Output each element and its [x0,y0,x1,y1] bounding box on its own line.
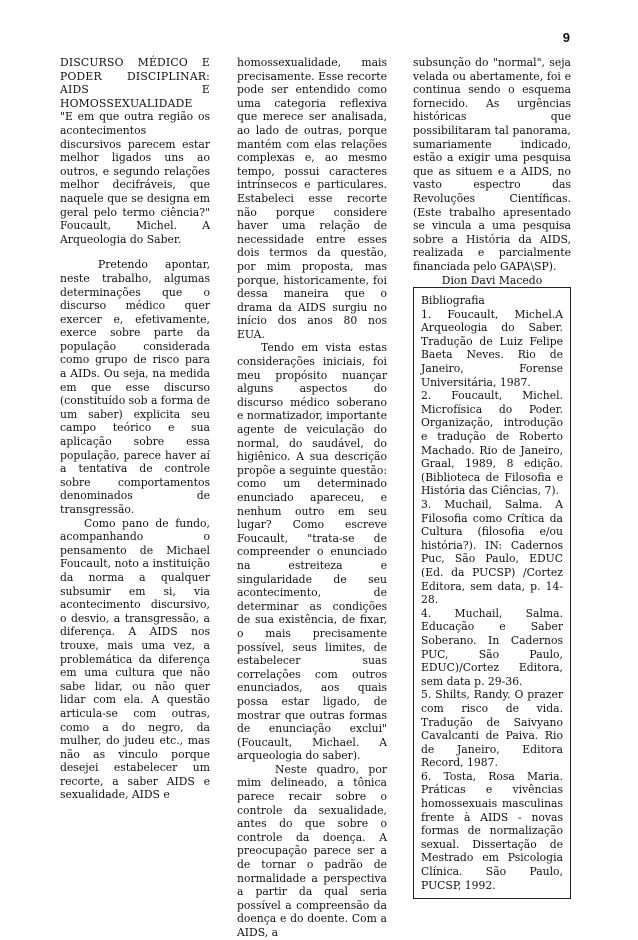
bibliography-item: 1. Foucault, Michel.A Arqueologia do Saber. Tradução de Luiz Felipe Baeta Neves. Rio de Janeiro, Forense Universitária, 1987. [421,307,563,389]
bibliography-item: 4. Muchail, Salma. Educação e Saber Soberano. In Cadernos PUC, São Paulo, EDUC)/Cortez Editora, sem data p. 29-36. [421,606,563,688]
column-right [413,56,571,899]
bibliography-item: 6. Tosta, Rosa Maria. Práticas e vivências homossexuais masculinas frente à AIDS - novas formas de normalização sexual. Dissertação de Mestrado em Psicologia Clínica. São Paulo, PUCSP, 1992. [421,769,563,892]
spacer [60,246,210,258]
article-title: DISCURSO MÉDICO E PODER DISCIPLINAR: AIDS E HOMOSSEXUALIDADE [60,56,210,110]
paragraph: Tendo em vista estas considerações iniciais, foi meu propósito nuançar alguns aspectos do discurso médico soberano e normatizador, importante agente de veiculação do normal, do saudável, do higiênico. A sua descrição propõe a seguinte questão: como um determinado enunciado apareceu, e nenhum outro em seu lugar? Como escreve Foucault, "trata-se de compreender o enunciado na estreiteza e singularidade de seu acontecimento, de determinar as condições de sua existência, de fixar, o mais precisamente possível, seus limites, de estabelecer suas correlações com outros enunciados, aos quais possa estar ligado, de mostrar que outras formas de enunciação exclui" (Foucault, Michael. A arqueologia do saber). [237,341,388,763]
column-middle [237,56,387,940]
page-number: 9 [562,30,570,45]
paragraph: homossexualidade, mais precisamente. Esse recorte pode ser entendido como uma categoria reflexiva que merece ser analisada, ao lado de outras, porque mantém com elas relações complexas e, ao mesmo tempo, possui caracteres intrínsecos e particulares. Estabeleci esse recorte não porque considere haver uma relação de necessidade entre esses dois termos da questão, por mim proposta, mas porque, historicamente, foi dessa maneira que o drama da AIDS surgiu no início dos anos 80 nos EUA. [237,56,387,341]
bibliography-box [413,287,571,899]
author-name: Dion Davi Macedo [441,273,543,287]
paragraph: Pretendo apontar, neste trabalho, algumas determinações que o discurso médico quer exercer e, efetivamente, exerce sobre parte da população considerada como grupo de risco para a AIDs. Ou seja, na medida em que esse discurso (constituído sob a forma de um saber) explicita seu campo teórico e sua aplicação sobre essa população, parece haver aí a tentativa de controle sobre comportamentos denominados de transgressão. [60,258,210,516]
column-left [60,56,210,802]
bibliography-item: 3. Muchail, Salma. A Filosofia como Crítica da Cultura (filosofia e/ou história?). IN: Cadernos Puc, São Paulo, EDUC (Ed. da PUCSP) /Cortez Editora, sem data, p. 14-28. [421,498,563,607]
epigraph-quote: "E em que outra região os acontecimentos discursivos parecem estar melhor ligados uns ao outros, e segundo relações melhor decifráveis, que naquele que se designa em geral pelo termo ciência?" Foucault, Michel. A Arqueologia do Saber. [60,110,210,246]
paragraph: subsunção do "normal", seja velada ou abertamente, foi e continua sendo o esquema fornecido. As urgências históricas que possibilitaram tal panorama, sumariamente indicado, estão a exigir uma pesquisa que as situem e a AIDS, no vasto espectro das Revoluções Científicas. (Este trabalho apresentado se vincula a uma pesquisa sobre a História da AIDS, realizada e parcialmente financiada pelo GAPA\SP). [413,56,571,273]
bibliography-item: 2. Foucault, Michel. Microfísica do Poder. Organização, introdução e tradução de Roberto Machado. Rio de Janeiro, Graal, 1989, 8 edição. (Biblioteca de Filosofia e História das Ciências, 7). [421,389,563,498]
paragraph: Neste quadro, por mim delineado, a tônica parece recair sobre o controle da sexualidade, antes do que sobre o controle da doença. A preocupação parece ser a de tornar o padrão de normalidade a perspectiva a partir da qual seria possível a compreensão da doença e do doente. Com a AIDS, a [237,762,387,939]
bibliography-item: 5. Shilts, Randy. O prazer com risco de vida. Tradução de Saivyano Cavalcanti de Paiva. Rio de Janeiro, Editora Record, 1987. [421,688,563,770]
paragraph: Como pano de fundo, acompanhando o pensamento de Michael Foucault, noto a instituição da norma a qualquer subsumir em si, via acontecimento discursivo, o desvio, a transgressão, a diferença. A AIDS nos trouxe, mais uma vez, a problemática da diferença em uma cultura que não sabe lidar, ou não quer lidar com ela. A questão articula-se com outras, como a do negro, da mulher, do judeu etc., mas não as vinculo porque desejei estabelecer um recorte, a saber AIDS e sexualidade, AIDS e [60,516,210,802]
bibliography-heading: Bibliografia [421,294,485,308]
